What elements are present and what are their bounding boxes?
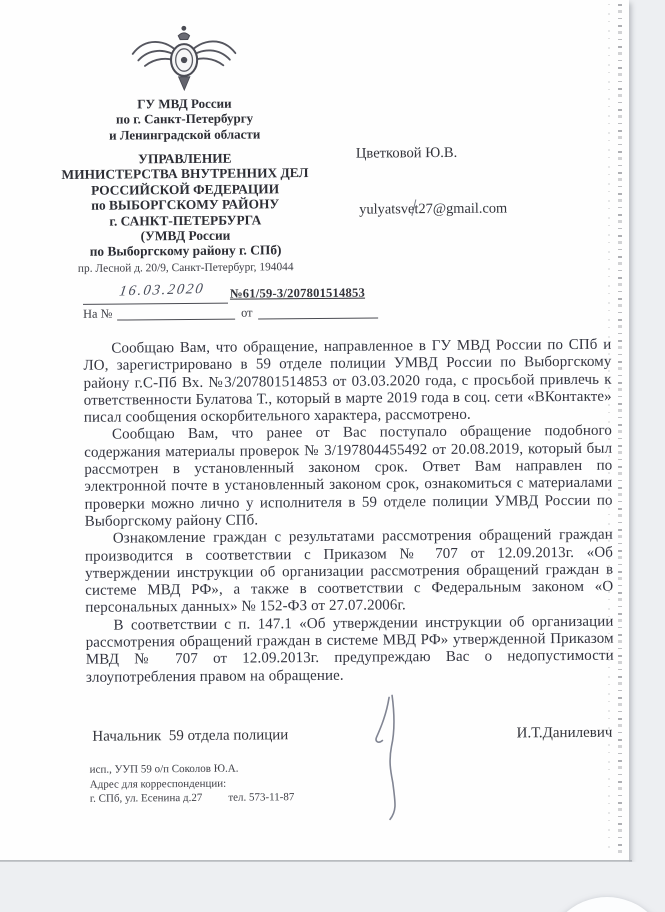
ot-date-blank [258,317,378,319]
signer-position-title: Начальник 59 отдела полиции [92,727,289,745]
recipient-name: Цветковой Ю.В. [355,144,458,162]
signer-name: И.Т.Данилевич [516,724,613,742]
org-name [50,150,321,260]
correspondence-address-line [90,790,295,806]
mvd-double-eagle-emblem-icon [128,21,241,100]
signature-row [92,725,612,746]
executor-line: исп., УУП 59 о/п Соколов Ю.А. [89,762,239,776]
date-blank-underline [83,303,228,305]
org-main-line: г. САНКТ-ПЕТЕРБУРГА [109,212,262,229]
org-top-line: ГУ МВД России [137,95,232,112]
viewer-background [0,862,665,912]
contact-phone: тел. 573-11-87 [228,791,295,804]
org-main-line: по Выборгскому району г. СПб) [89,242,282,260]
outgoing-reference-row [83,282,423,307]
org-main-line: по ВЫБОРГСКОМУ РАЙОНУ [91,196,280,213]
org-main-line: МИНИСТЕРСТВА ВНУТРЕННИХ ДЕЛ [61,165,309,183]
org-top-line: и Ленинградской области [108,126,261,143]
correspondence-address: г. СПб, ул. Есенина д.27 [89,792,203,805]
body-paragraph: Сообщаю Вам, что ранее от Вас поступало обращение подобного содержания материалы проверок № 3/197804455492 от 20.08.2019, который был рассмотрен в установленный законом срок. Ответ Вам направлен по электронной почте в установленный законом срок, ознакомиться с материалами проверки можно лично у исполнителя в 59 отделе полиции УМВД России по Выборгскому району СПб. [84,423,613,530]
org-parent-name [49,95,319,143]
recipient-email: yulyatsvet27@gmail.com [359,200,508,218]
na-number-blank [117,319,235,321]
outgoing-number: №61/59-3/207801514853 [229,285,366,301]
correspondence-label: Адрес для корреспонденции: [89,777,227,791]
body-paragraph: Сообщаю Вам, что обращение, направленное в ГУ МВД России по СПб и ЛО, зарегистрировано в 59 отделе полиции УМВД России по Выборгскому району г.С-Пб Вх. №3/207801514853 от 03.03.2020 года, с просьбой привлечь к ответственности Булатова Т., который в марте 2019 года в соц. сети «ВКонтакте» писал сообщения оскорбительного характера, рассмотрено. [83,336,612,426]
handwritten-date: 16.03.2020 [118,280,206,300]
org-main-line: УПРАВЛЕНИЕ [138,150,232,167]
org-postal-address: пр. Лесной д. 20/9, Санкт-Петербург, 194044 [77,261,294,275]
executor-footer [90,761,295,806]
letter-body [83,337,614,687]
body-paragraph: Ознакомление граждан с результатами рассмотрения обращений граждан производится в соответствии с Приказом № 707 от 12.09.2013г. «Об утверждении инструкции об организации рассмотрения обращений граждан в системе МВД РФ», а также в соответствии с Федеральным законом «О персональных данных» № 152-ФЗ от 27.07.2006г. [84,526,614,617]
na-number-label: На № [83,306,113,321]
org-top-line: по г. Санкт-Петербургу [115,110,254,127]
ot-date-label: от [241,305,253,320]
incoming-reference-row [83,304,423,325]
org-main-line: (УМВД России [140,227,231,244]
body-paragraph: В соответствии с п. 147.1 «Об утверждении инструкции об организации рассмотрения обращений граждан в системе МВД РФ» утвержденной Приказом МВД № 707 от 12.09.2013г. предупреждаю Вас о недопустимости злоупотребления правом на обращение. [85,613,614,686]
org-main-line: РОССИЙСКОЙ ФЕДЕРАЦИИ [91,181,280,198]
